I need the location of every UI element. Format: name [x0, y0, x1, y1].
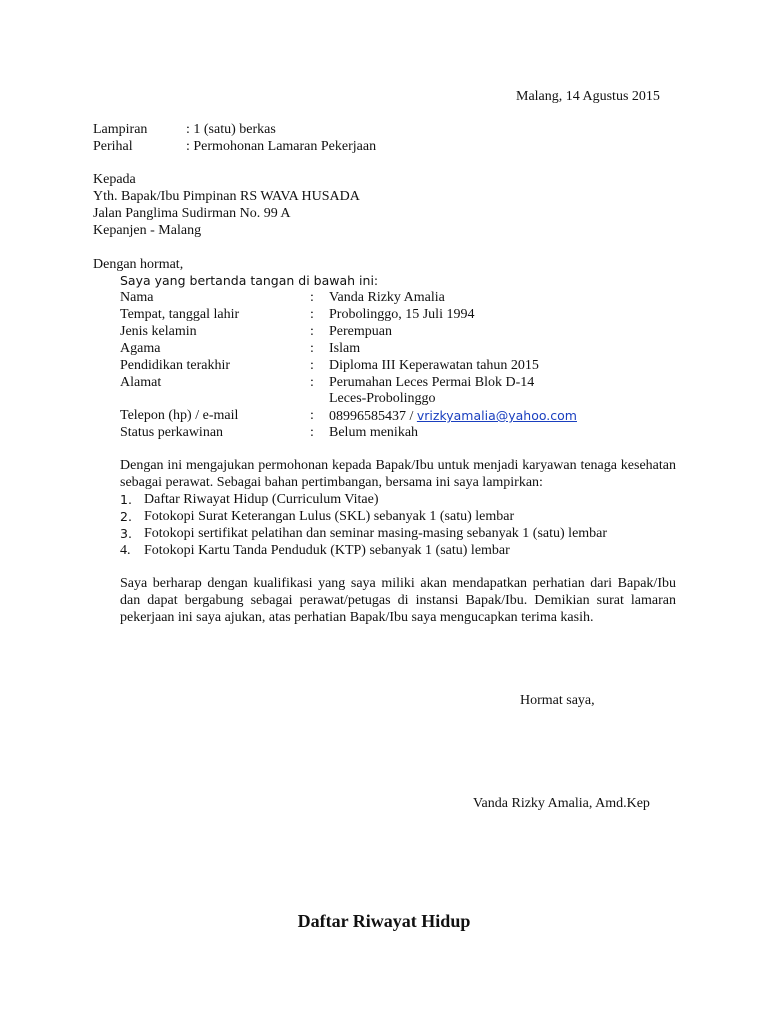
greeting: Dengan hormat, [93, 257, 184, 272]
list-number: 3. [120, 526, 132, 541]
detail-value-ttl: Probolinggo, 15 Juli 1994 [329, 307, 475, 322]
detail-separator: : [310, 307, 314, 322]
detail-value-pendidikan: Diploma III Keperawatan tahun 2015 [329, 358, 539, 373]
detail-separator: : [310, 425, 314, 440]
detail-separator: : [310, 324, 314, 339]
list-text: Fotokopi Kartu Tanda Penduduk (KTP) sebanyak 1 (satu) lembar [144, 543, 510, 558]
recipient-kepada: Kepada [93, 172, 136, 187]
meta-label-perihal: Perihal [93, 139, 133, 154]
closing-paragraph: Saya berharap dengan kualifikasi yang saya miliki akan mendapatkan perhatian dari Bapak/Ibu dan dapat bergabung sebagai perawat/petugas di instansi Bapak/Ibu. Demikian surat lamaran pekerjaan ini saya ajukan, atas perhatian Bapak/Ibu saya mengucapkan terima kasih. [120, 576, 676, 625]
recipient-line-2: Jalan Panglima Sudirman No. 99 A [93, 206, 291, 221]
place-date: Malang, 14 Agustus 2015 [516, 89, 660, 104]
list-text: Daftar Riwayat Hidup (Curriculum Vitae) [144, 492, 379, 507]
detail-separator: : [310, 375, 314, 390]
list-number: 2. [120, 509, 132, 524]
detail-value-jenis-kelamin: Perempuan [329, 324, 392, 339]
detail-value-status: Belum menikah [329, 425, 419, 440]
signature-name: Vanda Rizky Amalia, Amd.Kep [473, 796, 650, 811]
detail-value-agama: Islam [329, 341, 361, 356]
body-paragraph: Dengan ini mengajukan permohonan kepada Bapak/Ibu untuk menjadi karyawan tenaga kesehatan sebagai perawat. Sebagai bahan pertimbangan, bersama ini saya lampirkan: [120, 458, 676, 490]
section-title: Daftar Riwayat Hidup [297, 911, 471, 931]
list-number: 4. [120, 543, 131, 558]
detail-label-alamat: Alamat [120, 375, 162, 390]
detail-value-nama: Vanda Rizky Amalia [329, 290, 445, 305]
meta-value-perihal: : Permohonan Lamaran Pekerjaan [186, 139, 377, 154]
phone-number: 08996585437 / [329, 409, 417, 424]
detail-label-ttl: Tempat, tanggal lahir [120, 307, 240, 322]
detail-value-alamat: Perumahan Leces Permai Blok D-14 [329, 375, 535, 390]
recipient-line-3: Kepanjen - Malang [93, 223, 202, 238]
detail-value-telepon [329, 407, 577, 425]
detail-separator: : [310, 341, 314, 356]
detail-label-nama: Nama [120, 290, 154, 305]
detail-label-pendidikan: Pendidikan terakhir [120, 358, 231, 373]
detail-label-status: Status perkawinan [120, 425, 224, 440]
meta-value-lampiran: : 1 (satu) berkas [186, 122, 276, 137]
detail-label-telepon: Telepon (hp) / e-mail [120, 408, 239, 423]
meta-label-lampiran: Lampiran [93, 122, 148, 137]
detail-label-agama: Agama [120, 341, 161, 356]
email-link[interactable]: vrizkyamalia@yahoo.com [416, 408, 577, 423]
list-text: Fotokopi sertifikat pelatihan dan seminar masing-masing sebanyak 1 (satu) lembar [144, 526, 608, 541]
intro-line: Saya yang bertanda tangan di bawah ini: [120, 273, 379, 288]
detail-separator: : [310, 290, 314, 305]
recipient-line-1: Yth. Bapak/Ibu Pimpinan RS WAVA HUSADA [93, 189, 360, 204]
detail-label-jenis-kelamin: Jenis kelamin [120, 324, 197, 339]
detail-separator: : [310, 408, 314, 423]
list-number: 1. [120, 492, 132, 507]
detail-value-alamat-line-2: Leces-Probolinggo [329, 391, 436, 406]
signoff: Hormat saya, [520, 693, 595, 708]
detail-separator: : [310, 358, 314, 373]
list-text: Fotokopi Surat Keterangan Lulus (SKL) sebanyak 1 (satu) lembar [144, 509, 515, 524]
